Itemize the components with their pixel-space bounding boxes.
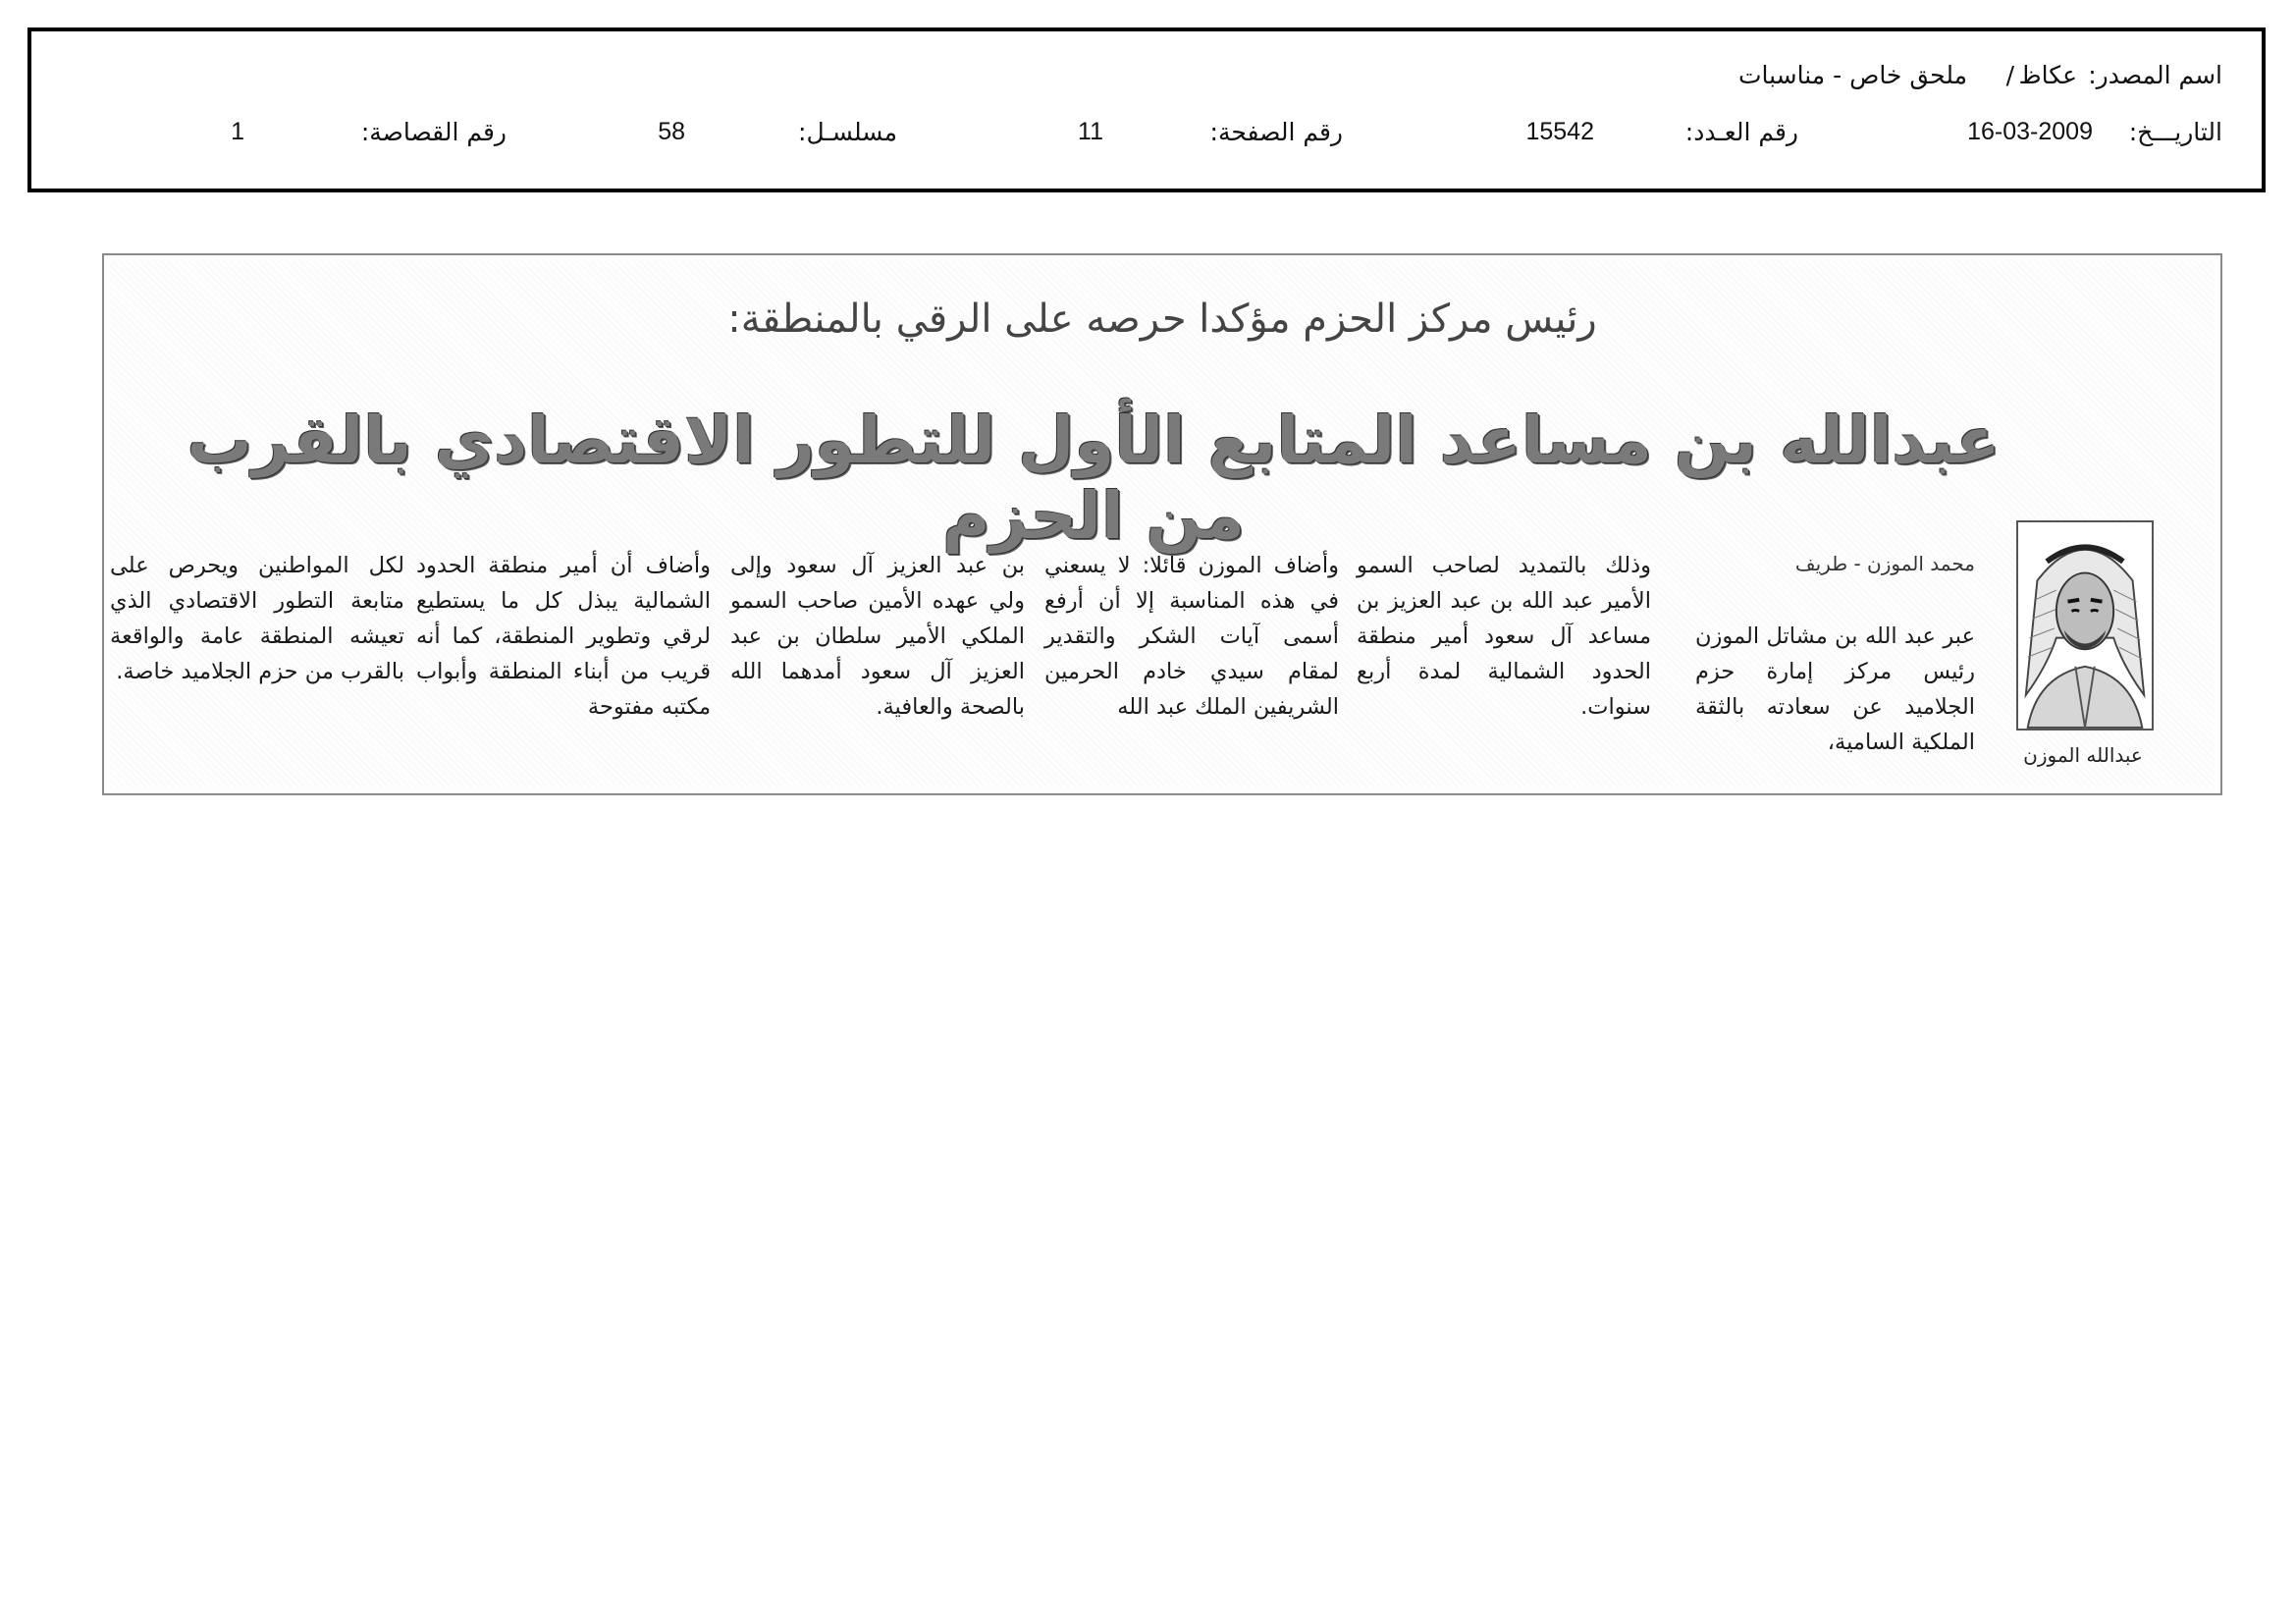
article-column-4: بن عبد العزيز آل سعود وإلى ولي عهده الأمين صاحب السمو الملكي الأمير سلطان بن عبد العزيز آل سعود أمدهما الله بالصحة والعافية. <box>730 553 1025 720</box>
portrait-photo <box>2016 520 2154 731</box>
source-label: اسم المصدر: <box>2088 61 2222 89</box>
serial-label: مسلسـل: <box>798 118 897 146</box>
newspaper-clipping <box>102 253 2222 795</box>
article-kicker: رئيس مركز الحزم مؤكدا حرصه على الرقي بالمنطقة: <box>727 297 1597 342</box>
metadata-row-details <box>31 118 2262 161</box>
date-label: التاريـــخ: <box>2128 118 2222 146</box>
date-value: 16-03-2009 <box>1967 118 2093 145</box>
clipping-metadata-box <box>27 27 2266 192</box>
source-value: عكاظ <box>2018 61 2077 89</box>
page-label: رقم الصفحة: <box>1209 118 1343 146</box>
issue-value: 15542 <box>1525 118 1594 145</box>
supplement-name: ملحق خاص - مناسبات <box>1737 61 1967 89</box>
source-separator: / <box>2005 61 2014 89</box>
article-byline: محمد الموزن - طريف <box>1794 552 1975 575</box>
article-column-6: لكل المواطنين ويحرص على متابعة التطور الاقتصادي الذي تعيشه المنطقة عامة والواقعة بالقرب من حزم الجلاميد خاصة. <box>110 553 404 684</box>
article-column-2: وذلك بالتمديد لصاحب السمو الأمير عبد الله بن عبد العزيز بن مساعد آل سعود أمير منطقة الحدود الشمالية لمدة أربع سنوات. <box>1357 553 1651 720</box>
metadata-row-source <box>31 61 2262 104</box>
page-value: 11 <box>1078 118 1103 145</box>
article-column-1: عبر عبد الله بن مشاتل الموزن رئيس مركز إمارة حزم الجلاميد عن سعادته بالثقة الملكية السامية، <box>1695 623 1975 755</box>
serial-value: 58 <box>658 118 685 145</box>
clip-number-label: رقم القصاصة: <box>360 118 507 146</box>
article-headline: عبدالله بن مساعد المتابع الأول للتطور الاقتصادي بالقرب من الحزم <box>187 403 2001 554</box>
article-column-5: وأضاف أن أمير منطقة الحدود الشمالية يبذل كل ما يستطيع لرقي وتطوير المنطقة، كما أنه قريب من أبناء المنطقة وأبواب مكتبه مفتوحة <box>416 553 711 720</box>
photo-caption: عبدالله الموزن <box>2023 743 2143 767</box>
clip-number-value: 1 <box>231 118 244 145</box>
portrait-illustration-icon <box>2018 522 2152 729</box>
issue-label: رقم العـدد: <box>1684 118 1798 146</box>
article-column-3: وأضاف الموزن قائلا: لا يسعني في هذه المناسبة إلا أن أرفع أسمى آيات الشكر والتقدير لمقام سيدي خادم الحرمين الشريفين الملك عبد الله <box>1044 553 1339 720</box>
